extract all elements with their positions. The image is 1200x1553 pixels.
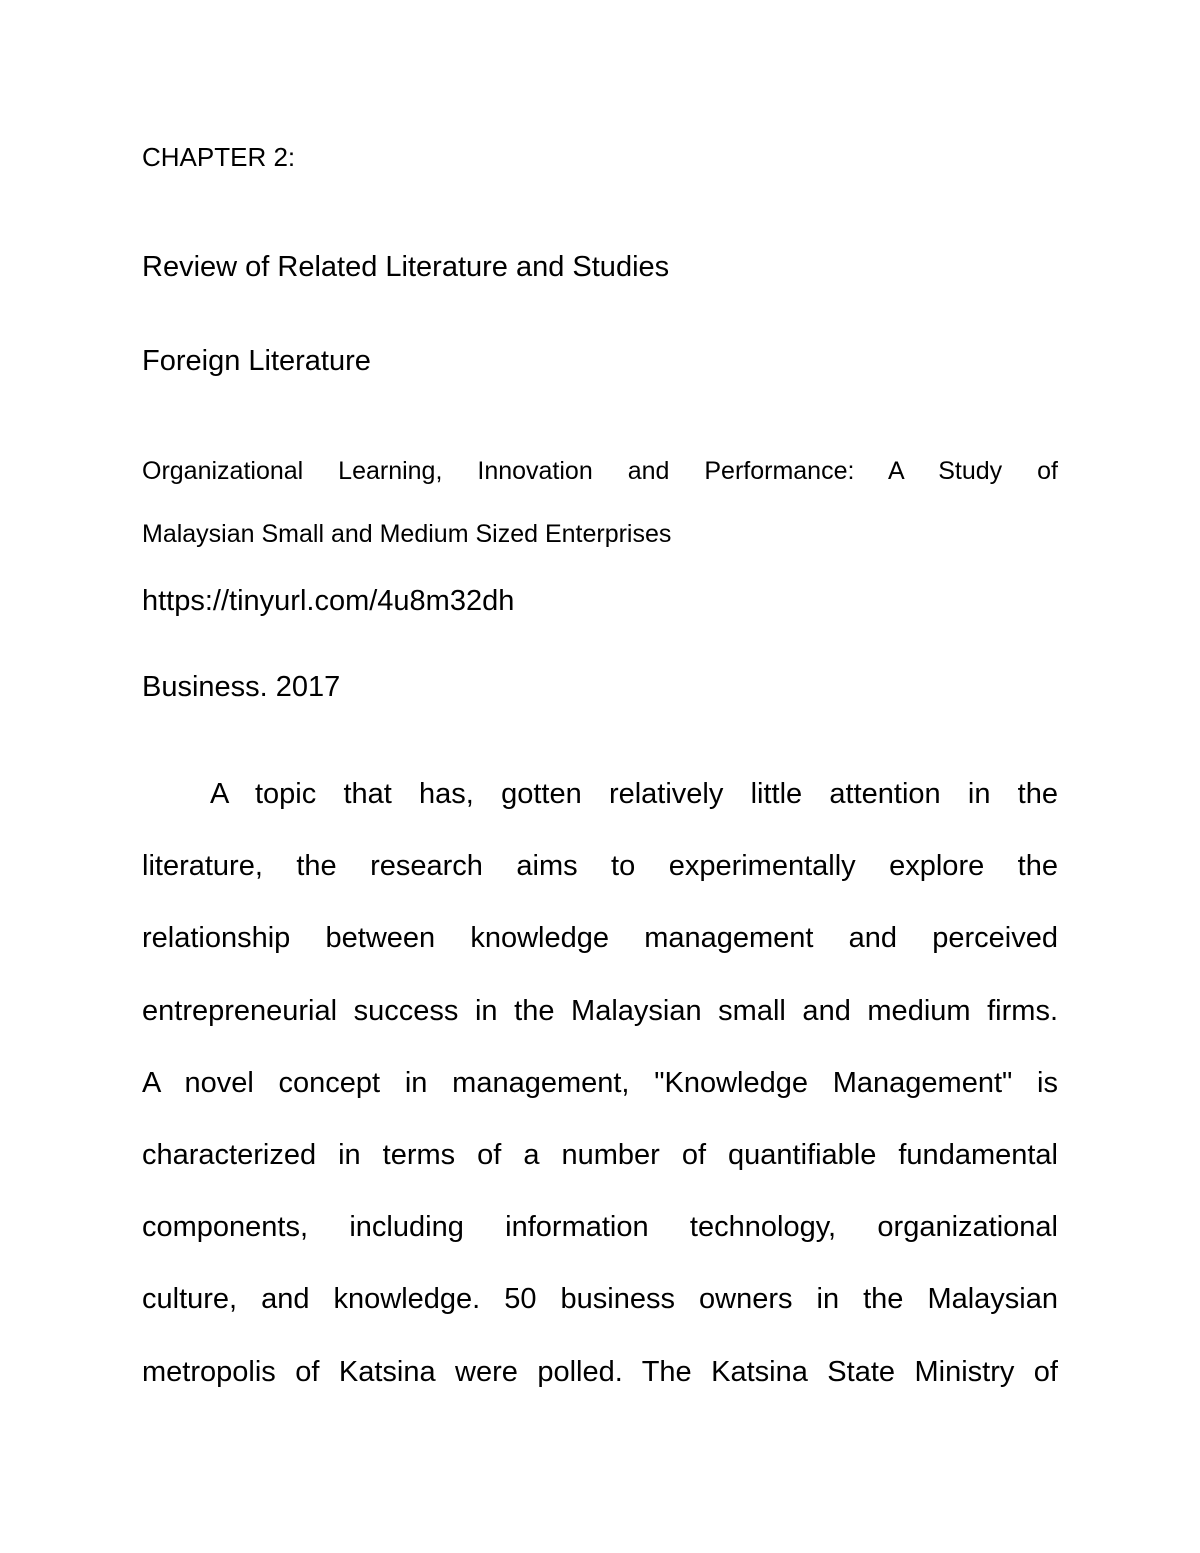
paragraph-line: entrepreneurial success in the Malaysian small and medium firms. bbox=[142, 994, 1058, 1027]
paragraph-line: relationship between knowledge management and perceived bbox=[142, 922, 1058, 955]
article-title-line: Malaysian Small and Medium Sized Enterprises bbox=[142, 520, 672, 548]
paragraph-line: characterized in terms of a number of quantifiable fundamental bbox=[142, 1138, 1058, 1171]
article-url: https://tinyurl.com/4u8m32dh bbox=[142, 585, 515, 617]
article-source: Business. 2017 bbox=[142, 671, 341, 703]
chapter-heading: CHAPTER 2: bbox=[142, 142, 296, 172]
subsection-title: Foreign Literature bbox=[142, 345, 371, 377]
section-title: Review of Related Literature and Studies bbox=[142, 251, 670, 283]
paragraph-line: components, including information technology, organizational bbox=[142, 1211, 1058, 1244]
paragraph-line: literature, the research aims to experimentally explore the bbox=[142, 850, 1058, 883]
paragraph-line: A novel concept in management, "Knowledge Management" is bbox=[142, 1066, 1058, 1099]
body-paragraph bbox=[142, 758, 1058, 1408]
paragraph-line: metropolis of Katsina were polled. The Katsina State Ministry of bbox=[142, 1355, 1058, 1388]
paragraph-line: A topic that has, gotten relatively little attention in the bbox=[210, 778, 1058, 810]
article-title-line: Organizational Learning, Innovation and Performance: A Study of bbox=[142, 457, 1058, 485]
article-title bbox=[142, 440, 1058, 566]
paragraph-line: culture, and knowledge. 50 business owners in the Malaysian bbox=[142, 1283, 1058, 1316]
